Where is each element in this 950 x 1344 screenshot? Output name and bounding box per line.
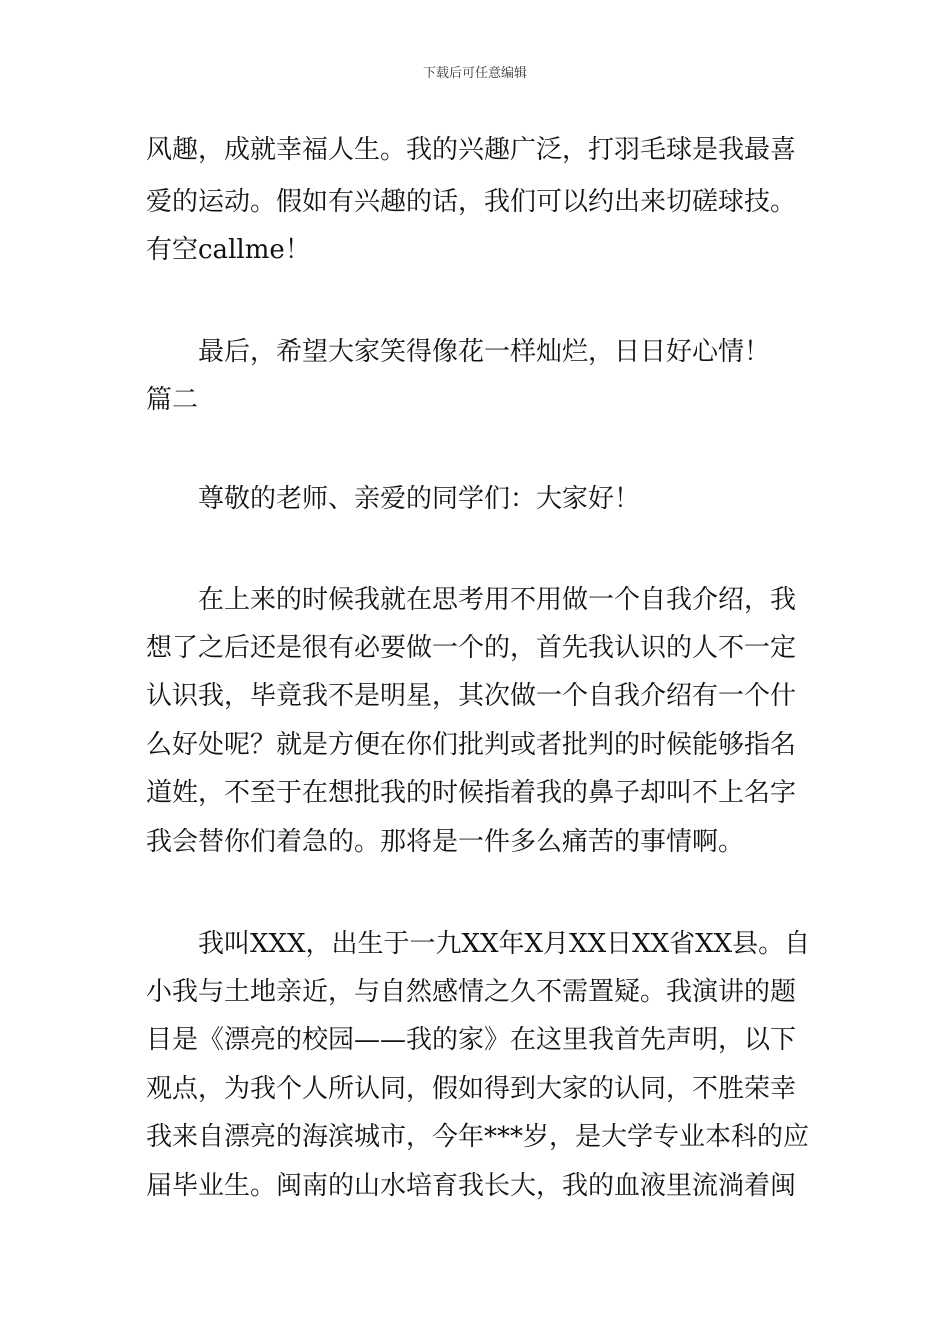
text-line: 么好处呢？就是方便在你们批判或者批判的时候能够指名 (146, 730, 797, 760)
section-heading: 篇二 (146, 385, 199, 415)
text-line: 目是《漂亮的校园——我的家》在这里我首先声明，以下 (146, 1025, 797, 1055)
greeting-line: 尊敬的老师、亲爱的同学们：大家好！ (198, 484, 641, 514)
text-line: 道姓，不至于在想批我的时候指着我的鼻子却叫不上名字 (146, 778, 797, 808)
text-line: 我来自漂亮的海滨城市，今年***岁，是大学专业本科的应 (146, 1122, 810, 1152)
text-line: 最后，希望大家笑得像花一样灿烂，日日好心情！ (198, 337, 771, 367)
text-line: 观点，为我个人所认同，假如得到大家的认同，不胜荣幸 (146, 1074, 797, 1104)
text-line: 认识我，毕竟我不是明星，其次做一个自我介绍有一个什 (146, 681, 797, 711)
text-line: 风趣，成就幸福人生。我的兴趣广泛，打羽毛球是我最喜 (146, 135, 797, 165)
page-header-note: 下载后可任意编辑 (422, 66, 527, 81)
text-line: 在上来的时候我就在思考用不用做一个自我介绍，我 (198, 585, 797, 615)
text-line: 爱的运动。假如有兴趣的话，我们可以约出来切磋球技。 (146, 187, 797, 217)
text-line: 我会替你们着急的。那将是一件多么痛苦的事情啊。 (146, 827, 745, 857)
text-line: 有空callme！ (146, 235, 311, 265)
text-line: 我叫XXX，出生于一九XX年X月XX日XX省XX县。自 (198, 929, 811, 959)
text-line: 想了之后还是很有必要做一个的，首先我认识的人不一定 (146, 633, 797, 663)
text-line: 小我与土地亲近，与自然感情之久不需置疑。我演讲的题 (146, 977, 797, 1007)
text-line: 届毕业生。闽南的山水培育我长大，我的血液里流淌着闽 (146, 1171, 797, 1201)
